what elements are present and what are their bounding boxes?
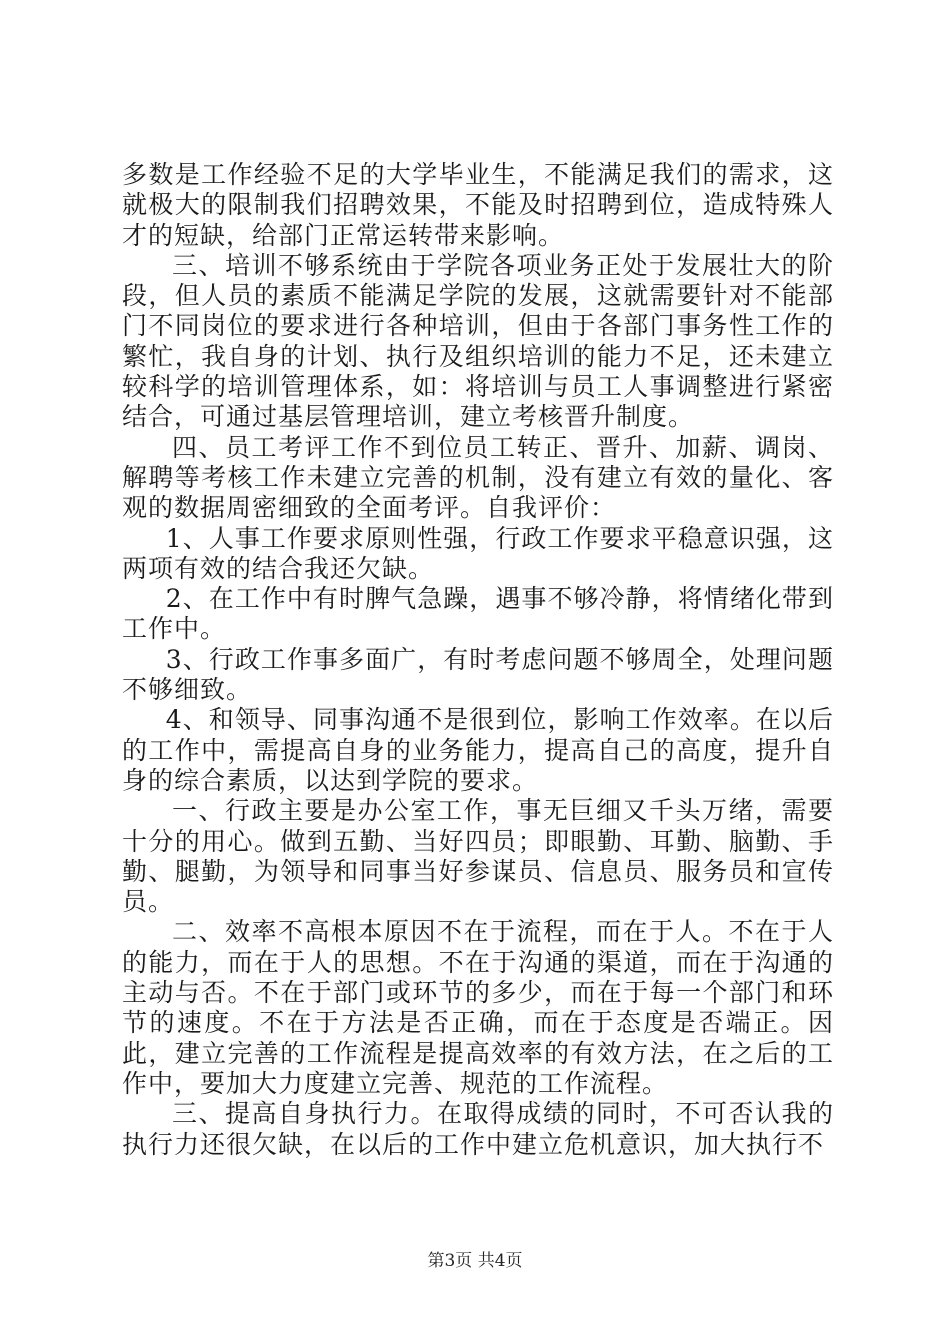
page-footer: 第3页 共4页 [427, 1251, 523, 1271]
paragraph-plan-3: 三、提高自身执行力。在取得成绩的同时，不可否认我的执行力还很欠缺，在以后的工作中建立危机意识，加大执行不 [122, 1099, 834, 1159]
paragraph-self-eval-3: 3、行政工作事多面广，有时考虑问题不够周全，处理问题不够细致。 [122, 644, 834, 705]
paragraph-self-eval-4: 4、和领导、同事沟通不是很到位，影响工作效率。在以后的工作中，需提高自身的业务能力，提高自己的高度，提升自身的综合素质，以达到学院的要求。 [122, 705, 834, 795]
paragraph-training: 三、培训不够系统由于学院各项业务正处于发展壮大的阶段，但人员的素质不能满足学院的发展，这就需要针对不能部门不同岗位的要求进行各种培训，但由于各部门事务性工作的繁忙，我自身的计划、执行及组织培训的能力不足，还未建立较科学的培训管理体系，如：将培训与员工人事调整进行紧密结合，可通过基层管理培训，建立考核晋升制度。 [122, 250, 834, 432]
paragraph-self-eval-1: 1、人事工作要求原则性强，行政工作要求平稳意识强，这两项有效的结合我还欠缺。 [122, 523, 834, 583]
paragraph-self-eval-2: 2、在工作中有时脾气急躁，遇事不够冷静，将情绪化带到工作中。 [122, 584, 834, 644]
paragraph-plan-1: 一、行政主要是办公室工作，事无巨细又千头万绪，需要十分的用心。做到五勤、当好四员；即眼勤、耳勤、脑勤、手勤、腿勤，为领导和同事当好参谋员、信息员、服务员和宣传员。 [122, 796, 834, 917]
document-body [122, 160, 834, 1160]
paragraph-evaluation: 四、员工考评工作不到位员工转正、晋升、加薪、调岗、解聘等考核工作未建立完善的机制，没有建立有效的量化、客观的数据周密细致的全面考评。自我评价： [122, 432, 834, 523]
paragraph-plan-2: 二、效率不高根本原因不在于流程，而在于人。不在于人的能力，而在于人的思想。不在于沟通的渠道，而在于沟通的主动与否。不在于部门或环节的多少，而在于每一个部门和环节的速度。不在于方法是否正确，而在于态度是否端正。因此，建立完善的工作流程是提高效率的有效方法，在之后的工作中，要加大力度建立完善、规范的工作流程。 [122, 917, 834, 1098]
paragraph-recruitment-end: 多数是工作经验不足的大学毕业生，不能满足我们的需求，这就极大的限制我们招聘效果，不能及时招聘到位，造成特殊人才的短缺，给部门正常运转带来影响。 [122, 160, 834, 250]
